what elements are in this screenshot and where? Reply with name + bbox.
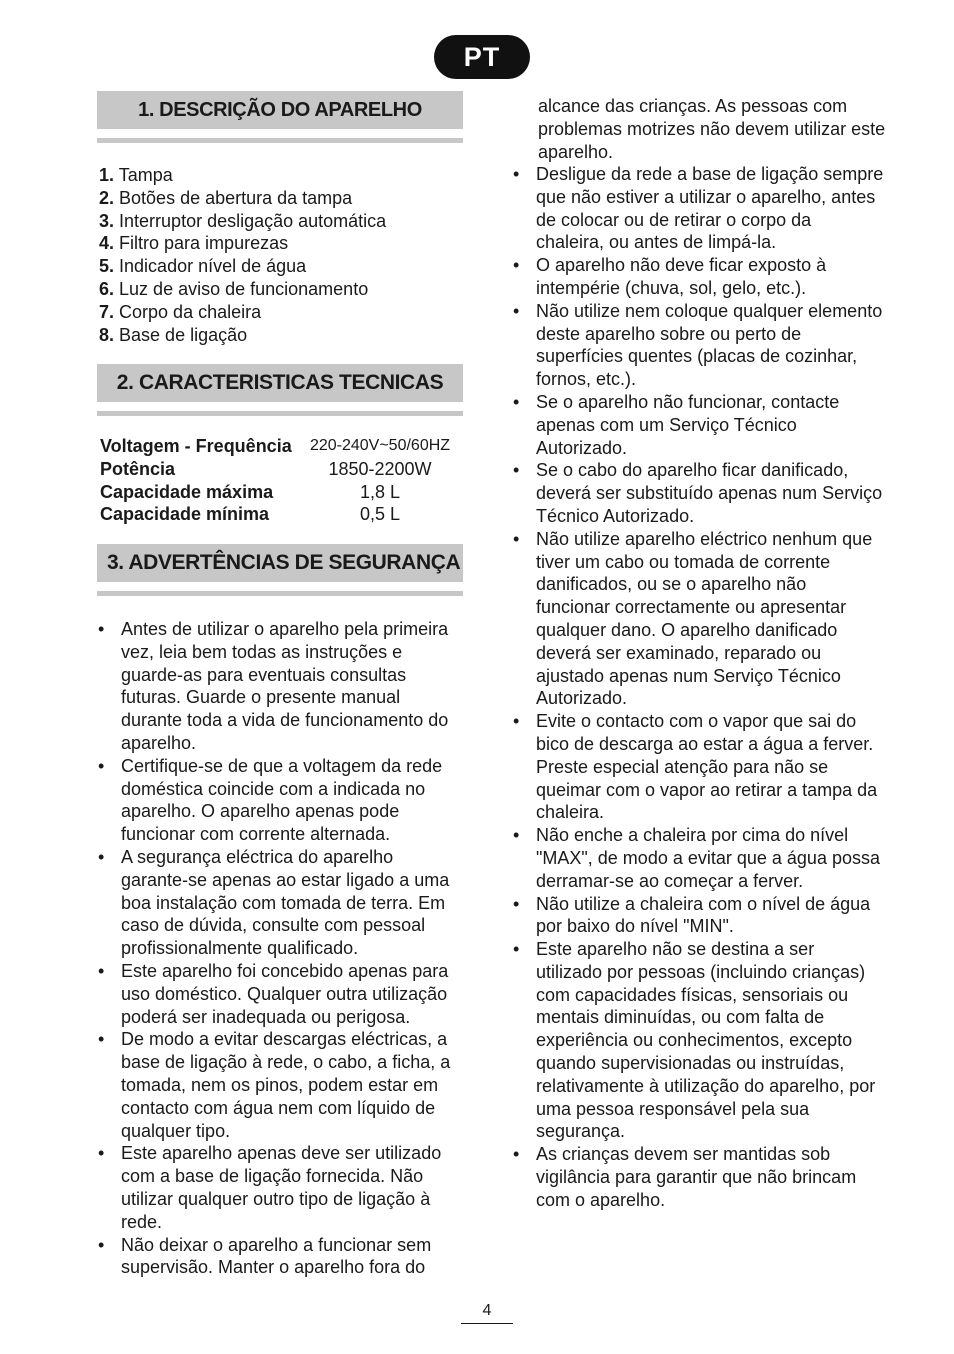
bullet-icon: • xyxy=(513,528,520,549)
bullet-icon: • xyxy=(98,960,105,981)
safety-list-left xyxy=(97,618,463,1279)
spec-label: Potência xyxy=(100,458,176,479)
table-row xyxy=(100,481,460,504)
list-item: 6. Luz de aviso de funcionamento xyxy=(99,278,369,299)
list-item: 2. Botões de abertura da tampa xyxy=(99,187,353,208)
list-item: • Certifique-se de que a voltagem da rede doméstica coincide com a indicada no aparelho. O aparelho apenas pode funcionar com corrente alternada. xyxy=(98,755,443,845)
list-item: • Não utilize a chaleira com o nível de água por baixo do nível "MIN". xyxy=(513,893,871,937)
list-item: • Este aparelho apenas deve ser utilizado com a base de ligação fornecida. Não utilizar qualquer outro tipo de ligação à rede. xyxy=(98,1143,442,1232)
spec-label: Capacidade mínima xyxy=(100,504,270,525)
list-item: • Se o aparelho não funcionar, contacte apenas com um Serviço Técnico Autorizado. xyxy=(513,391,840,458)
spec-label: Voltagem - Frequência xyxy=(100,436,292,456)
bullet-icon: • xyxy=(513,255,520,276)
bullet-icon: • xyxy=(513,460,520,481)
safety-list-right xyxy=(512,163,884,1212)
list-item: 3. Interruptor desligação automática xyxy=(99,210,387,231)
list-item: 4. Filtro para impurezas xyxy=(99,233,289,254)
list-item: 7. Corpo da chaleira xyxy=(99,301,262,322)
language-badge: PT xyxy=(434,35,530,79)
list-item: • A segurança eléctrica do aparelho garante-se apenas ao estar ligado a uma boa instalação com tomada de terra. Em caso de dúvida, consulte com pessoal profissionalmente qualificado. xyxy=(98,846,450,959)
page-number: 4 xyxy=(461,1302,513,1324)
bullet-icon: • xyxy=(513,893,520,914)
parts-list xyxy=(99,164,386,346)
list-item: • As crianças devem ser mantidas sob vigilância para garantir que não brincam com o aparelho. xyxy=(513,1144,857,1210)
bullet-icon: • xyxy=(98,846,105,867)
list-item: • Antes de utilizar o aparelho pela primeira vez, leia bem todas as instruções e guarde-as para eventuais consultas futuras. Guarde o presente manual durante toda a vida de funcionamento do aparelho. xyxy=(98,619,449,753)
continued-text: alcance das crianças. As pessoas com problemas motrizes não devem utilizar este aparelho. xyxy=(538,96,886,162)
table-row xyxy=(100,503,460,526)
bullet-icon: • xyxy=(513,825,520,846)
bullet-icon: • xyxy=(513,300,520,321)
bullet-icon: • xyxy=(98,1029,105,1050)
spec-value: 0,5 L xyxy=(359,504,401,525)
list-item: 1. Tampa xyxy=(99,165,173,185)
bullet-icon: • xyxy=(98,619,105,639)
list-item: • Este aparelho não se destina a ser utilizado por pessoas (incluindo crianças) com capacidades físicas, sensoriais ou mentais diminuídas, ou com falta de experiência ou conhecimentos, excepto quando supervisionadas ou instruídas, relativamente à utilização do aparelho, por uma pessoa responsável pela sua segurança. xyxy=(513,939,876,1142)
bullet-icon: • xyxy=(98,755,105,776)
section-title-safety: 3. ADVERTÊNCIAS DE SEGURANÇA xyxy=(97,544,463,582)
list-item: • Não utilize aparelho eléctrico nenhum que tiver um cabo ou tomada de corrente danificados, ou se o aparelho não funcionar correctamente ou apresentar qualquer dano. O aparelho danificado deverá ser examinado, reparado ou ajustado apenas num Serviço Técnico Autorizado. xyxy=(513,528,873,709)
list-item: • Evite o contacto com o vapor que sai do bico de descarga ao estar a água a ferver. Preste especial atenção para não se queimar com o vapor ao retirar a tampa da chaleira. xyxy=(513,711,878,823)
bullet-icon: • xyxy=(513,711,520,732)
bullet-icon: • xyxy=(513,164,520,184)
list-item: • Se o cabo do aparelho ficar danificado, deverá ser substituído apenas num Serviço Técnico Autorizado. xyxy=(513,460,883,526)
list-item: • Não enche a chaleira por cima do nível "MAX", de modo a evitar que a água possa derramar-se ao começar a ferver. xyxy=(513,825,880,891)
table-row xyxy=(100,435,460,458)
spec-label: Capacidade máxima xyxy=(100,481,274,502)
specs-table xyxy=(100,435,460,526)
spec-value: 1,8 L xyxy=(359,481,401,502)
list-item: • Este aparelho foi concebido apenas para uso doméstico. Qualquer outra utilização poderá ser inadequada ou perigosa. xyxy=(98,960,449,1027)
bullet-icon: • xyxy=(98,1143,105,1164)
list-item: 8. Base de ligação xyxy=(99,324,248,345)
bullet-icon: • xyxy=(513,391,520,412)
section-title-description: 1. DESCRIÇÃO DO APARELHO xyxy=(97,91,463,129)
list-item: • De modo a evitar descargas eléctricas, a base de ligação à rede, o cabo, a ficha, a tomada, nem os pinos, podem estar em contacto com água nem com líquido de qualquer tipo. xyxy=(98,1029,451,1141)
list-item: • O aparelho não deve ficar exposto à intempérie (chuva, sol, gelo, etc.). xyxy=(513,255,827,298)
bullet-icon: • xyxy=(513,939,520,960)
bullet-icon: • xyxy=(98,1234,105,1255)
section-title-specs: 2. CARACTERISTICAS TECNICAS xyxy=(97,364,463,402)
table-row xyxy=(100,458,460,481)
list-item: • Não deixar o aparelho a funcionar sem supervisão. Manter o aparelho fora do xyxy=(98,1234,432,1278)
list-item: 5. Indicador nível de água xyxy=(99,256,307,277)
spec-value: 220-240V~50/60HZ xyxy=(309,437,451,454)
spec-value: 1850-2200W xyxy=(328,458,432,479)
list-item: • Desligue da rede a base de ligação sempre que não estiver a utilizar o aparelho, antes de colocar ou de retirar o corpo da chaleira, ou antes de limpá-la. xyxy=(513,164,884,253)
bullet-icon: • xyxy=(513,1144,520,1165)
list-item: • Não utilize nem coloque qualquer elemento deste aparelho sobre ou perto de superfícies quentes (placas de cozinhar, fornos, etc.). xyxy=(513,300,883,390)
